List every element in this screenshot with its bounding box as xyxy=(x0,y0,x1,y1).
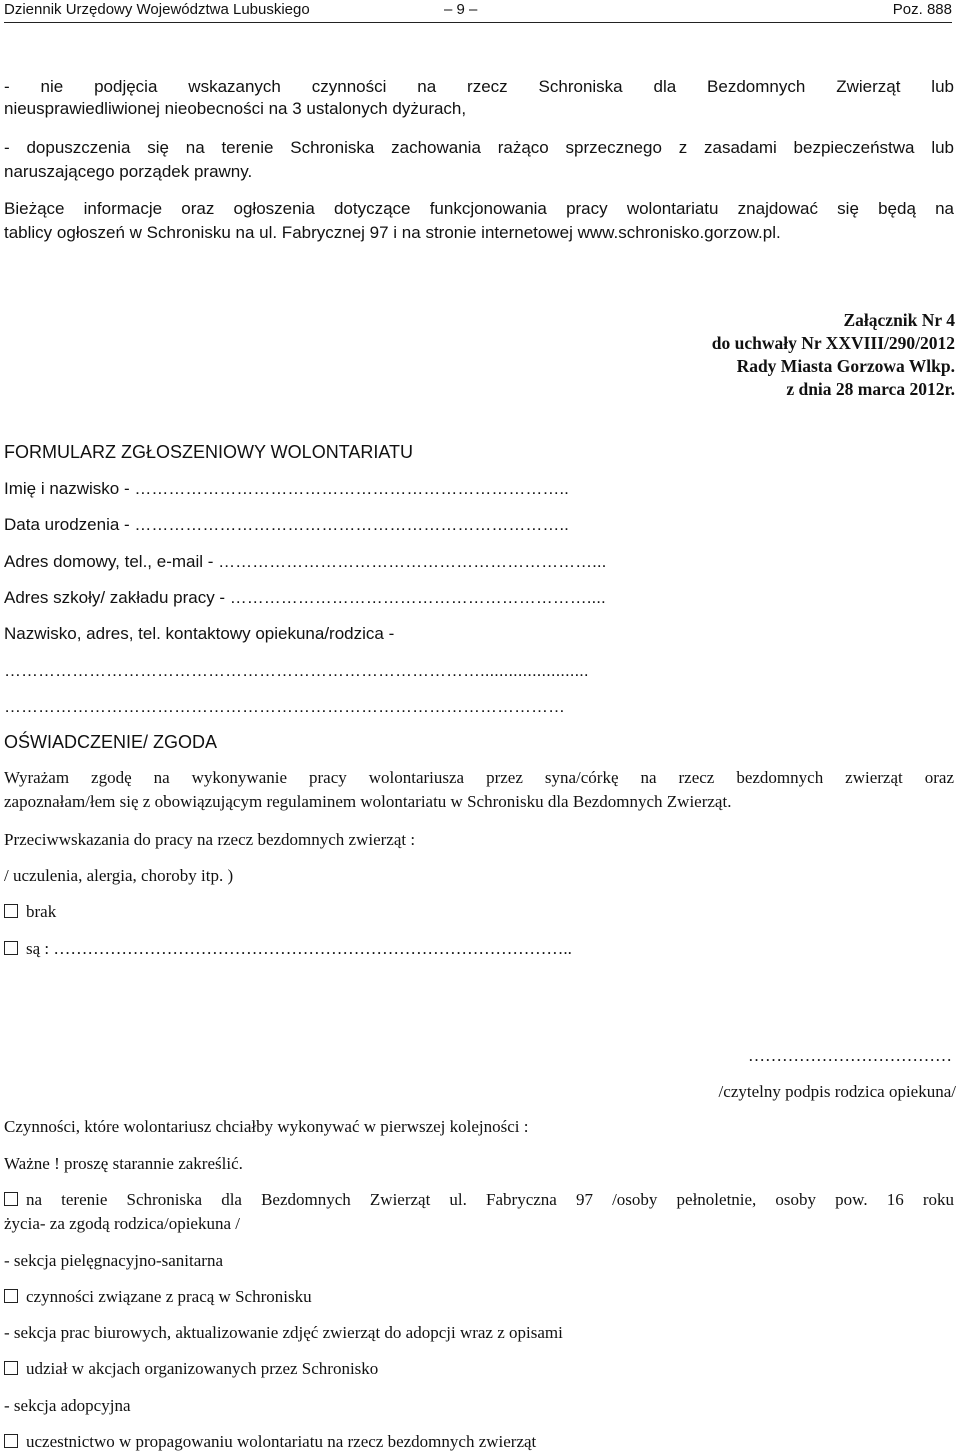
section-office: - sekcja prac biurowych, aktualizowanie zdjęć zwierząt do adopcji wraz z opisami xyxy=(4,1323,563,1342)
checkbox-activity-3[interactable] xyxy=(4,1361,18,1375)
checkbox-activity-1[interactable] xyxy=(4,1192,18,1206)
activity-option-3-label: udział w akcjach organizowanych przez Schronisko xyxy=(26,1359,379,1378)
consent-line-a: Wyrażam zgodę na wykonywanie pracy wolontariusza przez syna/córkę na rzecz bezdomnych zwierząt oraz xyxy=(4,768,954,787)
intro-line-3b: tablicy ogłoszeń w Schronisku na ul. Fabrycznej 97 i na stronie internetowej www.schronisko.gorzow.pl. xyxy=(4,223,781,242)
activity-option-4-label: uczestnictwo w propagowaniu wolontariatu na rzecz bezdomnych zwierząt xyxy=(26,1432,537,1451)
intro-line-1b: nieusprawiedliwionej nieobecności na 3 ustalonych dyżurach, xyxy=(4,99,467,118)
position-number: Poz. 888 xyxy=(892,1,952,18)
option-none[interactable] xyxy=(4,902,56,922)
page-number: – 9 – xyxy=(444,1,478,18)
field-name[interactable]: Imię i nazwisko - ………………………………………………………………….. xyxy=(4,479,569,498)
activity-option-1-label: na terenie Schroniska dla Bezdomnych Zwierząt ul. Fabryczna 97 /osoby pełnoletnie, osoby pow. 16 roku xyxy=(26,1190,954,1209)
activities-question: Czynności, które wolontariusz chciałby wykonywać w pierwszej kolejności : xyxy=(4,1117,529,1136)
attachment-number: Załącznik Nr 4 xyxy=(843,310,955,330)
activity-option-1[interactable] xyxy=(4,1190,954,1210)
contraindications-examples: / uczulenia, alergia, choroby itp. ) xyxy=(4,866,234,885)
activities-note: Ważne ! proszę starannie zakreślić. xyxy=(4,1154,243,1173)
option-none-label: brak xyxy=(26,902,57,921)
attachment-block xyxy=(712,309,955,401)
checkbox-activity-4[interactable] xyxy=(4,1434,18,1448)
activity-option-2[interactable] xyxy=(4,1287,312,1307)
signature-line[interactable]: ……………………………… xyxy=(748,1046,952,1065)
guardian-dots-2[interactable]: ……………………………………………………………………………………… xyxy=(4,697,565,716)
signature-label: /czytelny podpis rodzica opiekuna/ xyxy=(718,1082,956,1101)
consent-line-b: zapoznałam/łem się z obowiązującym regulaminem wolontariatu w Schronisku dla Bezdomnych Zwierząt. xyxy=(4,792,732,811)
intro-line-2b: naruszającego porządek prawny. xyxy=(4,162,253,181)
activity-option-4[interactable] xyxy=(4,1432,536,1452)
contraindications-label: Przeciwwskazania do pracy na rzecz bezdomnych zwierząt : xyxy=(4,830,416,849)
activity-option-3[interactable] xyxy=(4,1359,378,1379)
checkbox-activity-2[interactable] xyxy=(4,1289,18,1303)
activity-option-2-label: czynności związane z pracą w Schronisku xyxy=(26,1287,312,1306)
field-guardian[interactable]: Nazwisko, adres, tel. kontaktowy opiekuna/rodzica - xyxy=(4,624,395,643)
section-adoption: - sekcja adopcyjna xyxy=(4,1396,131,1415)
resolution-date: z dnia 28 marca 2012r. xyxy=(786,379,955,399)
guardian-dots-1[interactable]: …………………………………………………………………………....................... xyxy=(4,661,589,680)
consent-title: OŚWIADCZENIE/ ZGODA xyxy=(4,732,218,752)
intro-line-1a: - nie podjęcia wskazanych czynności na rzecz Schroniska dla Bezdomnych Zwierząt lub xyxy=(4,77,954,96)
option-yes-label: są : ……………………………………………………………………………….. xyxy=(26,939,572,958)
city-council: Rady Miasta Gorzowa Wlkp. xyxy=(736,356,955,376)
field-home-address[interactable]: Adres domowy, tel., e-mail - …………………………………………………………... xyxy=(4,552,607,571)
intro-line-3a: Bieżące informacje oraz ogłoszenia dotyczące funkcjonowania pracy wolontariatu znajdować się będą na xyxy=(4,199,954,218)
page-header xyxy=(4,0,952,23)
checkbox-yes[interactable] xyxy=(4,941,18,955)
resolution-number: do uchwały Nr XXVIII/290/2012 xyxy=(711,333,955,353)
intro-line-2a: - dopuszczenia się na terenie Schroniska zachowania rażąco sprzecznego z zasadami bezpieczeństwa lub xyxy=(4,138,954,157)
journal-title: Dziennik Urzędowy Województwa Lubuskiego xyxy=(4,1,310,18)
field-birth-date[interactable]: Data urodzenia - ………………………………………………………………….. xyxy=(4,515,569,534)
section-care: - sekcja pielęgnacyjno-sanitarna xyxy=(4,1251,224,1270)
option-yes[interactable] xyxy=(4,939,572,959)
activity-option-1-cont: życia- za zgodą rodzica/opiekuna / xyxy=(4,1214,240,1233)
checkbox-none[interactable] xyxy=(4,904,18,918)
field-school-address[interactable]: Adres szkoły/ zakładu pracy - ……………………………………………………….... xyxy=(4,588,606,607)
form-title: FORMULARZ ZGŁOSZENIOWY WOLONTARIATU xyxy=(4,442,414,462)
